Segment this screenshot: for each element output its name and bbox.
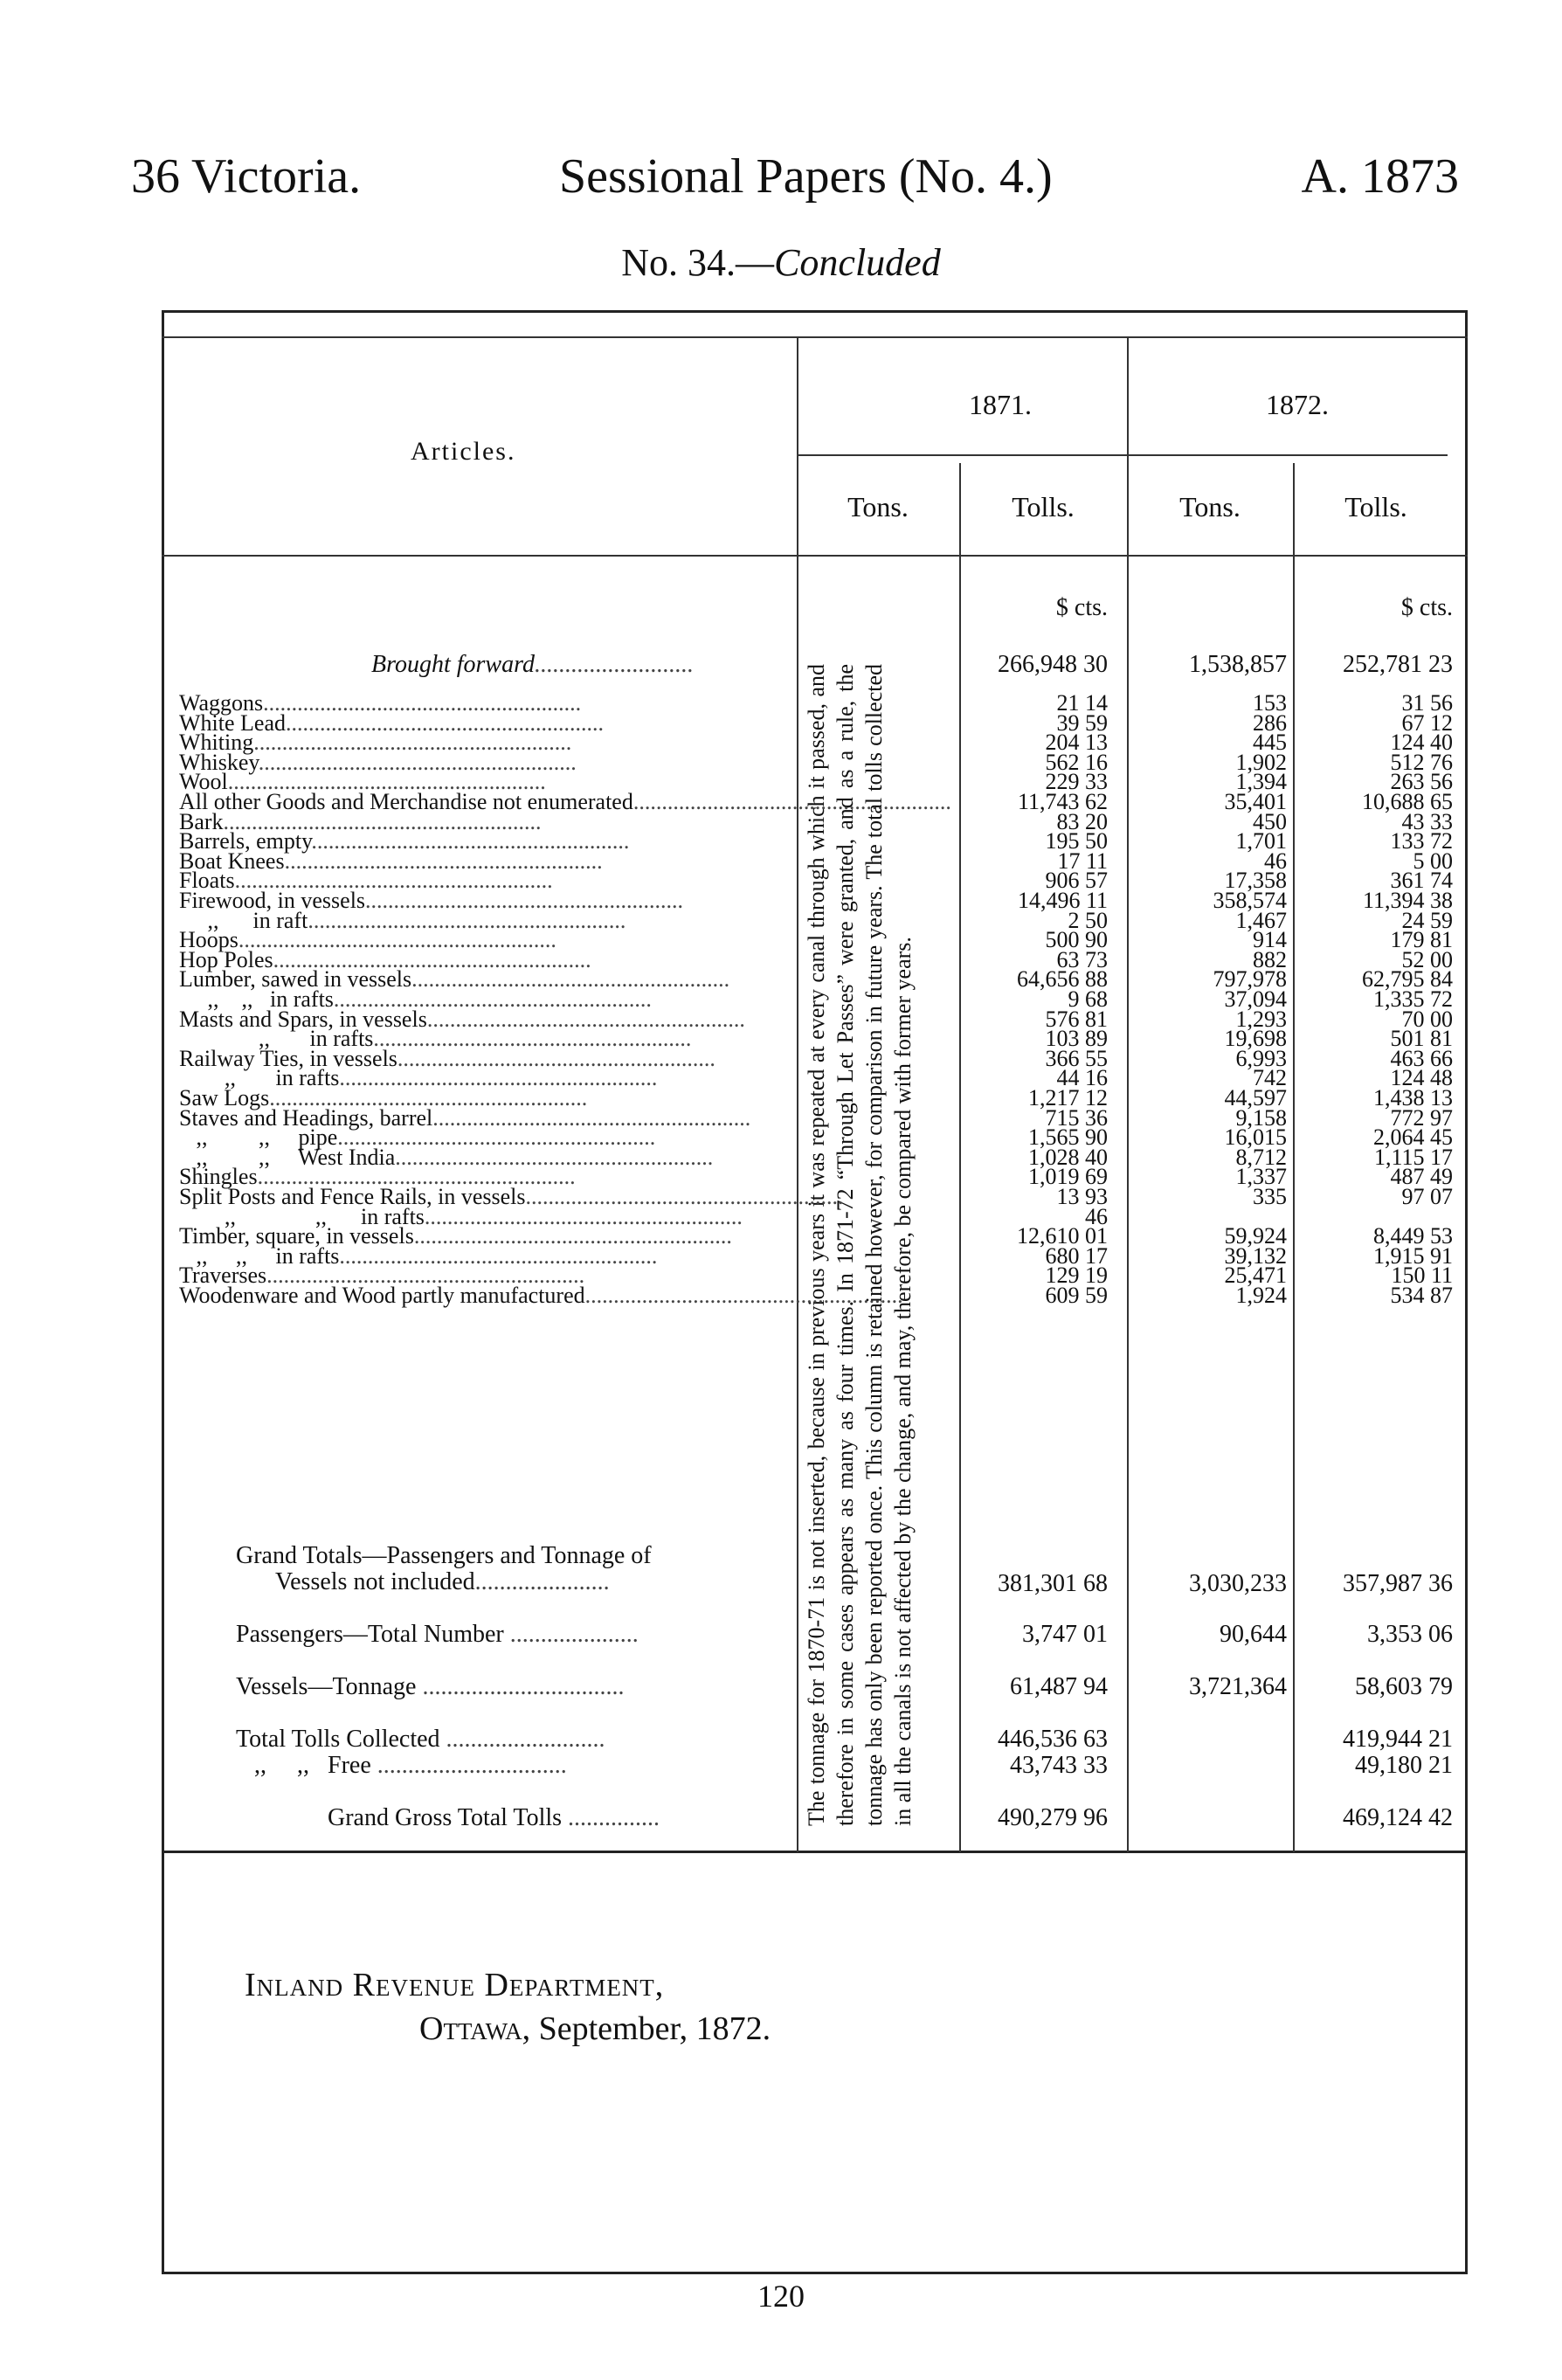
tonnage-note: The tonnage for 1870-71 is not inserted, because in previous years it was repeated at every canal through which it passed, and therefore in some cases appears as many as four times. In 1871-72 “Through Let Passes” were granted, and as a rule, the tonnage has only been reported once. This column is retained however, for comparison in future years. The total tolls collected in all the canals is not affected by the change, and may, therefore, be compared with former years.: [804, 664, 916, 1826]
row-tolls-1871: 1,019 69: [1028, 1164, 1108, 1190]
row-tons-1872: 37,094: [1224, 986, 1287, 1012]
row-label: Boat Knees........................................................: [179, 848, 603, 874]
tolls-collected-row: [0, 1726, 1562, 1752]
passengers-label: Passengers—Total Number .....................: [236, 1621, 639, 1648]
table-row: [0, 1045, 1562, 1071]
brought-forward-label: Brought forward..........................: [371, 651, 694, 678]
row-label: Whiskey........................................................: [179, 749, 577, 775]
table-row: [0, 986, 1562, 1012]
row-tolls-1871: 44 16: [1056, 1065, 1108, 1091]
row-label: Staves and Headings, barrel........................................................: [179, 1104, 751, 1131]
row-tolls-1872: 24 59: [1401, 907, 1453, 933]
table-row: [0, 1184, 1562, 1209]
row-tolls-1872: 2,064 45: [1373, 1124, 1453, 1151]
row-tolls-1871: 576 81: [1045, 1006, 1108, 1032]
row-tolls-1872: 1,115 17: [1373, 1144, 1453, 1170]
tolls-collected-label: Total Tolls Collected ..........................: [236, 1726, 605, 1753]
row-label: Firewood, in vessels........................................................: [179, 888, 684, 913]
row-tolls-1871: 366 55: [1045, 1045, 1108, 1071]
table-row: [0, 1283, 1562, 1308]
brought-forward-row: [0, 651, 1562, 677]
row-tons-1872: 59,924: [1224, 1223, 1287, 1249]
table-row: [0, 1006, 1562, 1032]
row-tolls-1871: 500 90: [1045, 927, 1108, 953]
row-tons-1872: 19,698: [1224, 1026, 1287, 1052]
header-session: 36 Victoria.: [131, 149, 362, 204]
row-tolls-1872: 97 07: [1401, 1184, 1453, 1209]
row-tolls-1871: 103 89: [1045, 1026, 1108, 1052]
row-tolls-1872: 70 00: [1401, 1006, 1453, 1032]
row-tolls-1871: 195 50: [1045, 828, 1108, 854]
table-row: [0, 1223, 1562, 1249]
row-tolls-1871: 562 16: [1045, 749, 1108, 775]
row-tons-1872: 46: [1264, 848, 1287, 874]
row-label: Railway Ties, in vessels........................................................: [179, 1045, 715, 1071]
row-tolls-1872: 512 76: [1390, 749, 1453, 775]
row-label: ,, ,, West India........................................................: [179, 1144, 714, 1170]
rule-year-header: [797, 454, 1448, 456]
brought-forward-tolls-1871: 266,948 30: [998, 651, 1108, 678]
row-tolls-1872: 501 81: [1390, 1026, 1453, 1052]
passengers-tolls-1872: 3,353 06: [1367, 1621, 1453, 1648]
header-title: Sessional Papers (No. 4.): [559, 149, 1053, 204]
grand-gross-1871: 490,279 96: [998, 1804, 1108, 1831]
grand-totals-tolls-1871: 381,301 68: [998, 1570, 1108, 1597]
table-row: [0, 1203, 1562, 1229]
row-tons-1872: 25,471: [1224, 1263, 1287, 1289]
row-tolls-1872: 1,335 72: [1373, 986, 1453, 1012]
currency-1872: $ cts.: [1400, 594, 1453, 621]
row-tons-1872: 1,337: [1235, 1164, 1287, 1190]
row-label: ,, in raft........................................................: [179, 907, 626, 933]
row-label: ,, in rafts........................................................: [179, 1026, 692, 1052]
row-label: White Lead........................................................: [179, 709, 604, 736]
row-tons-1872: 9,158: [1235, 1104, 1287, 1131]
row-tolls-1872: 31 56: [1401, 690, 1453, 716]
row-tons-1872: 882: [1253, 946, 1287, 972]
row-tolls-1872: 10,688 65: [1362, 789, 1453, 814]
table-bottom-rule: [162, 1851, 1468, 1853]
table-row: [0, 749, 1562, 775]
table-row: [0, 946, 1562, 972]
table-row: [0, 1085, 1562, 1110]
row-tolls-1872: 1,915 91: [1373, 1242, 1453, 1269]
table-row: [0, 888, 1562, 913]
passengers-row: [0, 1621, 1562, 1647]
passengers-tons-1872: 90,644: [1220, 1621, 1287, 1648]
department-name: Inland Revenue Department,: [245, 1967, 665, 2003]
table-subtitle: No. 34.—Concluded: [621, 241, 941, 284]
row-tons-1872: 450: [1253, 808, 1287, 834]
tons-1872-heading: Tons.: [1179, 491, 1241, 522]
row-tons-1872: 358,574: [1213, 888, 1287, 913]
row-tolls-1871: 63 73: [1056, 946, 1108, 972]
row-tolls-1872: 534 87: [1390, 1283, 1453, 1308]
row-tons-1872: 1,394: [1235, 769, 1287, 795]
row-label: ,, ,, in rafts........................................................: [179, 986, 652, 1012]
row-tolls-1872: 11,394 38: [1362, 888, 1453, 913]
row-tons-1872: 39,132: [1224, 1242, 1287, 1269]
row-tolls-1871: 17 11: [1057, 848, 1108, 874]
row-tolls-1871: 680 17: [1045, 1242, 1108, 1269]
table-row: [0, 966, 1562, 993]
row-label: ,, ,, in rafts........................................................: [179, 1203, 743, 1229]
row-label: Masts and Spars, in vessels........................................................: [179, 1006, 745, 1032]
row-tolls-1872: 179 81: [1390, 927, 1453, 953]
row-label: Hoops........................................................: [179, 927, 556, 953]
row-tolls-1871: 229 33: [1045, 769, 1108, 795]
row-tolls-1871: 21 14: [1056, 690, 1108, 716]
row-tolls-1871: 64,656 88: [1017, 966, 1108, 993]
row-tolls-1872: 1,438 13: [1373, 1085, 1453, 1110]
rule-top: [162, 336, 1468, 338]
table-row: [0, 789, 1562, 814]
row-tolls-1871: 1,565 90: [1028, 1124, 1108, 1151]
vessels-tons-1872: 3,721,364: [1189, 1673, 1287, 1700]
row-tolls-1872: 5 00: [1413, 848, 1453, 874]
row-tons-1872: 17,358: [1224, 868, 1287, 894]
row-tolls-1871: 9 68: [1068, 986, 1108, 1012]
row-tolls-1871: 83 20: [1056, 808, 1108, 834]
row-label: Shingles........................................................: [179, 1164, 576, 1190]
row-label: Timber, square, in vessels........................................................: [179, 1223, 732, 1249]
row-label: Bark........................................................: [179, 808, 542, 834]
free-tolls-1872: 49,180 21: [1355, 1752, 1453, 1779]
free-tolls-1871: 43,743 33: [1010, 1752, 1108, 1779]
row-tolls-1871: 1,028 40: [1028, 1144, 1108, 1170]
tolls-1871-heading: Tolls.: [1012, 491, 1075, 522]
free-label: ,, ,, Free ...............................: [236, 1752, 567, 1779]
currency-1871: $ cts.: [1055, 594, 1108, 621]
grand-totals-tons-1872: 3,030,233: [1189, 1570, 1287, 1597]
row-tolls-1872: 487 49: [1390, 1164, 1453, 1190]
row-tons-1872: 742: [1253, 1065, 1287, 1091]
free-row: [0, 1752, 1562, 1778]
row-tons-1872: 445: [1253, 730, 1287, 756]
row-tolls-1872: 133 72: [1390, 828, 1453, 854]
vessels-tolls-1871: 61,487 94: [1010, 1673, 1108, 1700]
row-tolls-1872: 463 66: [1390, 1045, 1453, 1071]
row-label: Whiting........................................................: [179, 730, 572, 756]
row-tons-1872: 797,978: [1213, 966, 1287, 993]
row-tolls-1871: 39 59: [1056, 709, 1108, 736]
row-label: Wool........................................................: [179, 769, 546, 795]
row-tons-1872: 8,712: [1235, 1144, 1287, 1170]
row-tolls-1871: 13 93: [1056, 1184, 1108, 1209]
tons-1871-heading: Tons.: [847, 491, 909, 522]
header-year: A. 1873: [1301, 149, 1459, 204]
row-tons-1872: 1,293: [1235, 1006, 1287, 1032]
brought-forward-tolls-1872: 252,781 23: [1343, 651, 1453, 678]
row-label: Woodenware and Wood partly manufactured........................................................: [179, 1283, 903, 1308]
place-date: Ottawa, September, 1872.: [419, 2010, 771, 2047]
row-tolls-1871: 1,217 12: [1028, 1085, 1108, 1110]
table-row: [0, 848, 1562, 874]
row-tolls-1871: 46: [1085, 1203, 1108, 1229]
row-tons-1872: 153: [1253, 690, 1287, 716]
row-tolls-1872: 67 12: [1401, 709, 1453, 736]
row-tons-1872: 286: [1253, 709, 1287, 736]
vessels-row: [0, 1673, 1562, 1699]
row-tolls-1871: 609 59: [1045, 1283, 1108, 1308]
row-tolls-1871: 129 19: [1045, 1263, 1108, 1289]
row-tolls-1872: 124 48: [1390, 1065, 1453, 1091]
row-label: Saw Logs........................................................: [179, 1085, 588, 1110]
table-row: [0, 808, 1562, 834]
tolls-collected-1872: 419,944 21: [1343, 1726, 1453, 1753]
row-tons-1872: 1,701: [1235, 828, 1287, 854]
table-row: [0, 1164, 1562, 1190]
row-tolls-1871: 11,743 62: [1017, 789, 1108, 814]
row-tolls-1872: 772 97: [1390, 1104, 1453, 1131]
row-tolls-1872: 43 33: [1401, 808, 1453, 834]
year-1871-heading: 1871.: [969, 389, 1032, 420]
grand-totals-tolls-1872: 357,987 36: [1343, 1570, 1453, 1597]
row-tolls-1872: 150 11: [1391, 1263, 1453, 1289]
table-row: [0, 907, 1562, 933]
table-row: [0, 730, 1562, 756]
row-tons-1872: 914: [1253, 927, 1287, 953]
grand-gross-label: Grand Gross Total Tolls ...............: [328, 1804, 660, 1831]
vessels-tolls-1872: 58,603 79: [1355, 1673, 1453, 1700]
grand-totals-row: [0, 1542, 1562, 1603]
grand-totals-label-1: Grand Totals—Passengers and Tonnage of: [236, 1542, 652, 1569]
table-row: [0, 927, 1562, 953]
table-row: [0, 690, 1562, 716]
table-row: [0, 868, 1562, 894]
row-tolls-1872: 263 56: [1390, 769, 1453, 795]
table-row: [0, 828, 1562, 854]
row-tons-1872: 1,467: [1235, 907, 1287, 933]
row-tons-1872: 16,015: [1224, 1124, 1287, 1151]
row-label: Split Posts and Fence Rails, in vessels........................................................: [179, 1184, 844, 1209]
row-tons-1872: 44,597: [1224, 1085, 1287, 1110]
grand-gross-1872: 469,124 42: [1343, 1804, 1453, 1831]
passengers-tolls-1871: 3,747 01: [1022, 1621, 1108, 1648]
row-tons-1872: 1,924: [1235, 1283, 1287, 1308]
rule-header-bottom: [162, 555, 1468, 557]
row-tolls-1871: 906 57: [1045, 868, 1108, 894]
tolls-1872-heading: Tolls.: [1344, 491, 1407, 522]
year-1872-heading: 1872.: [1266, 389, 1329, 420]
table-row: [0, 1124, 1562, 1151]
table-row: [0, 769, 1562, 795]
table-row: [0, 1144, 1562, 1170]
row-tolls-1871: 204 13: [1045, 730, 1108, 756]
table-row: [0, 1242, 1562, 1269]
row-tolls-1872: 361 74: [1390, 868, 1453, 894]
tolls-collected-1871: 446,536 63: [998, 1726, 1108, 1753]
articles-heading: Articles.: [411, 437, 516, 466]
row-label: ,, in rafts........................................................: [179, 1065, 658, 1091]
row-tolls-1871: 14,496 11: [1017, 888, 1108, 913]
row-tons-1872: 1,902: [1235, 749, 1287, 775]
row-label: Traverses........................................................: [179, 1263, 585, 1289]
row-tons-1872: 6,993: [1235, 1045, 1287, 1071]
row-label: All other Goods and Merchandise not enumerated........................................................: [179, 789, 951, 814]
table-row: [0, 1026, 1562, 1052]
row-label: ,, ,, pipe........................................................: [179, 1124, 656, 1151]
page-number: 120: [757, 2279, 805, 2314]
grand-totals-label-2: Vessels not included......................: [275, 1568, 610, 1595]
vessels-label: Vessels—Tonnage .................................: [236, 1673, 625, 1700]
row-tons-1872: 335: [1253, 1184, 1287, 1209]
row-tolls-1871: 2 50: [1068, 907, 1108, 933]
row-tolls-1871: 12,610 01: [1017, 1223, 1108, 1249]
row-label: ,, ,, in rafts........................................................: [179, 1242, 658, 1269]
row-tolls-1872: 62,795 84: [1362, 966, 1453, 993]
row-tolls-1872: 124 40: [1390, 730, 1453, 756]
row-label: Floats........................................................: [179, 868, 553, 894]
row-label: Waggons........................................................: [179, 690, 582, 716]
row-tolls-1872: 8,449 53: [1373, 1223, 1453, 1249]
row-tons-1872: 35,401: [1224, 789, 1287, 814]
row-label: Barrels, empty........................................................: [179, 828, 630, 854]
row-tolls-1872: 52 00: [1401, 946, 1453, 972]
table-row: [0, 709, 1562, 736]
grand-gross-row: [0, 1804, 1562, 1830]
row-label: Lumber, sawed in vessels........................................................: [179, 966, 730, 993]
row-tolls-1871: 715 36: [1045, 1104, 1108, 1131]
row-label: Hop Poles........................................................: [179, 946, 591, 972]
table-row: [0, 1065, 1562, 1091]
table-row: [0, 1104, 1562, 1131]
table-row: [0, 1263, 1562, 1289]
brought-forward-tons-1872: 1,538,857: [1189, 651, 1287, 678]
